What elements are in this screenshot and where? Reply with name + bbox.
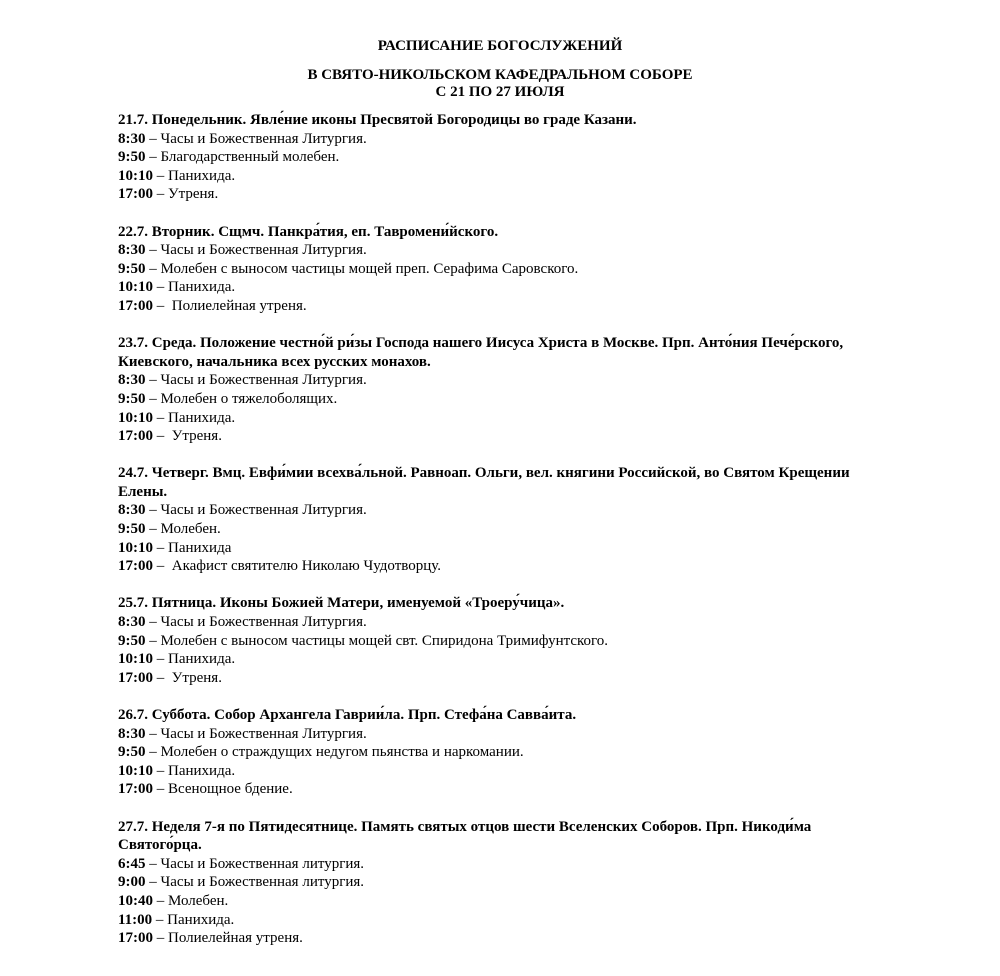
service-entry	[118, 632, 878, 651]
service-time: 9:50	[118, 260, 146, 277]
service-time: 10:10	[118, 167, 153, 184]
service-time: 9:50	[118, 632, 146, 649]
service-entry	[118, 501, 878, 520]
service-time: 10:10	[118, 539, 153, 556]
service-description: – Панихида.	[153, 167, 236, 184]
service-time: 11:00	[118, 911, 153, 928]
service-time: 9:50	[118, 521, 146, 538]
service-entry	[118, 669, 878, 688]
service-description: – Часы и Божественная Литургия.	[145, 130, 367, 147]
day-title: 22.7. Вторник. Сщмч. Панкра́тия, еп. Тавромени́йского.	[118, 223, 499, 240]
schedule-list	[118, 111, 878, 966]
service-time: 17:00	[118, 428, 153, 445]
service-description: – Часы и Божественная Литургия.	[145, 372, 367, 389]
service-description: – Молебен.	[145, 521, 221, 538]
service-entry	[118, 148, 878, 167]
service-time: 10:10	[118, 651, 153, 668]
service-entry	[118, 167, 878, 186]
day-title: 27.7. Неделя 7-я по Пятидесятнице. Память святых отцов шести Вселенских Соборов. Прп. Никоди́ма Святого́рца.	[118, 818, 812, 854]
service-time: 8:30	[118, 502, 146, 519]
service-description: – Молебен о тяжелоболящих.	[145, 390, 338, 407]
service-description: – Часы и Божественная литургия.	[145, 874, 365, 891]
service-entry	[118, 260, 878, 279]
service-entry	[118, 892, 878, 911]
day-title: 21.7. Понедельник. Явле́ние иконы Пресвятой Богородицы во граде Казани.	[118, 112, 637, 128]
service-time: 17:00	[118, 930, 153, 947]
service-entry	[118, 241, 878, 260]
day-title: 24.7. Четверг. Вмц. Евфи́мии всехва́льной. Равноап. Ольги, вел. княгини Российской, во Святом Крещении Елены.	[118, 465, 850, 500]
service-time: 8:30	[118, 372, 146, 389]
service-description: – Утреня.	[153, 669, 222, 686]
service-description: – Часы и Божественная Литургия.	[145, 242, 367, 259]
service-entry	[118, 278, 878, 297]
schedule-day	[118, 706, 878, 799]
service-time: 9:50	[118, 744, 146, 761]
service-time: 17:00	[118, 781, 153, 798]
service-description: – Панихида.	[152, 911, 235, 928]
schedule-day	[118, 464, 878, 576]
service-time: 8:30	[118, 242, 146, 259]
service-entry	[118, 390, 878, 409]
service-description: – Молебен с выносом частицы мощей преп. Серафима Саровского.	[145, 260, 579, 277]
service-description: – Панихида.	[153, 651, 236, 668]
schedule-day	[118, 594, 878, 687]
schedule-day	[118, 334, 878, 446]
schedule-day	[118, 818, 878, 948]
page-title: РАСПИСАНИЕ БОГОСЛУЖЕНИЙ	[377, 38, 623, 54]
service-description: – Часы и Божественная Литургия.	[145, 614, 367, 631]
service-description: – Часы и Божественная литургия.	[145, 855, 365, 872]
service-time: 9:50	[118, 149, 146, 166]
service-time: 8:30	[118, 614, 146, 631]
schedule-day	[118, 111, 878, 204]
service-description: – Полиелейная утреня.	[153, 930, 303, 947]
service-entry	[118, 911, 878, 930]
service-entry	[118, 725, 878, 744]
service-entry	[118, 873, 878, 892]
page-subtitle: В СВЯТО-НИКОЛЬСКОМ КАФЕДРАЛЬНОМ СОБОРЕ	[307, 67, 693, 83]
service-description: – Часы и Божественная Литургия.	[145, 725, 367, 742]
service-description: – Часы и Божественная Литургия.	[145, 502, 367, 519]
service-time: 17:00	[118, 297, 153, 314]
service-time: 9:50	[118, 390, 146, 407]
service-entry	[118, 130, 878, 149]
service-time: 8:30	[118, 725, 146, 742]
service-entry	[118, 929, 878, 948]
service-description: – Панихида.	[153, 409, 236, 426]
service-description: – Молебен.	[153, 892, 229, 909]
service-entry	[118, 409, 878, 428]
service-entry	[118, 780, 878, 799]
service-entry	[118, 539, 878, 558]
service-time: 6:45	[118, 855, 146, 872]
service-time: 10:10	[118, 279, 153, 296]
service-entry	[118, 297, 878, 316]
service-entry	[118, 371, 878, 390]
service-entry	[118, 427, 878, 446]
service-description: – Утреня.	[153, 428, 222, 445]
service-time: 10:10	[118, 762, 153, 779]
service-description: – Панихида.	[153, 762, 236, 779]
service-time: 17:00	[118, 558, 153, 575]
service-description: – Панихида.	[153, 279, 236, 296]
service-description: – Панихида	[153, 539, 232, 556]
service-description: – Всенощное бдение.	[153, 781, 293, 798]
service-description: – Акафист святителю Николаю Чудотворцу.	[153, 558, 442, 575]
service-entry	[118, 185, 878, 204]
day-title: 25.7. Пятница. Иконы Божией Матери, именуемой «Троеру́чица».	[118, 595, 565, 612]
service-time: 9:00	[118, 874, 146, 891]
service-entry	[118, 743, 878, 762]
service-entry	[118, 557, 878, 576]
service-entry	[118, 762, 878, 781]
service-description: – Утреня.	[153, 186, 219, 203]
service-description: – Благодарственный молебен.	[145, 149, 340, 166]
service-description: – Молебен с выносом частицы мощей свт. Спиридона Тримифунтского.	[145, 632, 609, 649]
service-time: 17:00	[118, 186, 153, 203]
service-entry	[118, 613, 878, 632]
service-time: 8:30	[118, 130, 146, 147]
schedule-day	[118, 223, 878, 316]
service-entry	[118, 520, 878, 539]
service-description: – Молебен о страждущих недугом пьянства и наркомании.	[145, 744, 524, 761]
day-title: 23.7. Среда. Положение честно́й ри́зы Господа нашего Иисуса Христа в Москве. Прп. Анто́ния Пече́рского, Киевского, начальника всех русских монахов.	[118, 335, 844, 370]
service-time: 10:40	[118, 892, 153, 909]
date-range: С 21 ПО 27 ИЮЛЯ	[435, 84, 565, 100]
day-title: 26.7. Суббота. Собор Архангела Гаврии́ла. Прп. Стефа́на Савва́ита.	[118, 707, 577, 723]
service-time: 10:10	[118, 409, 153, 426]
service-time: 17:00	[118, 669, 153, 686]
service-entry	[118, 855, 878, 874]
service-entry	[118, 650, 878, 669]
service-description: – Полиелейная утреня.	[153, 297, 307, 314]
